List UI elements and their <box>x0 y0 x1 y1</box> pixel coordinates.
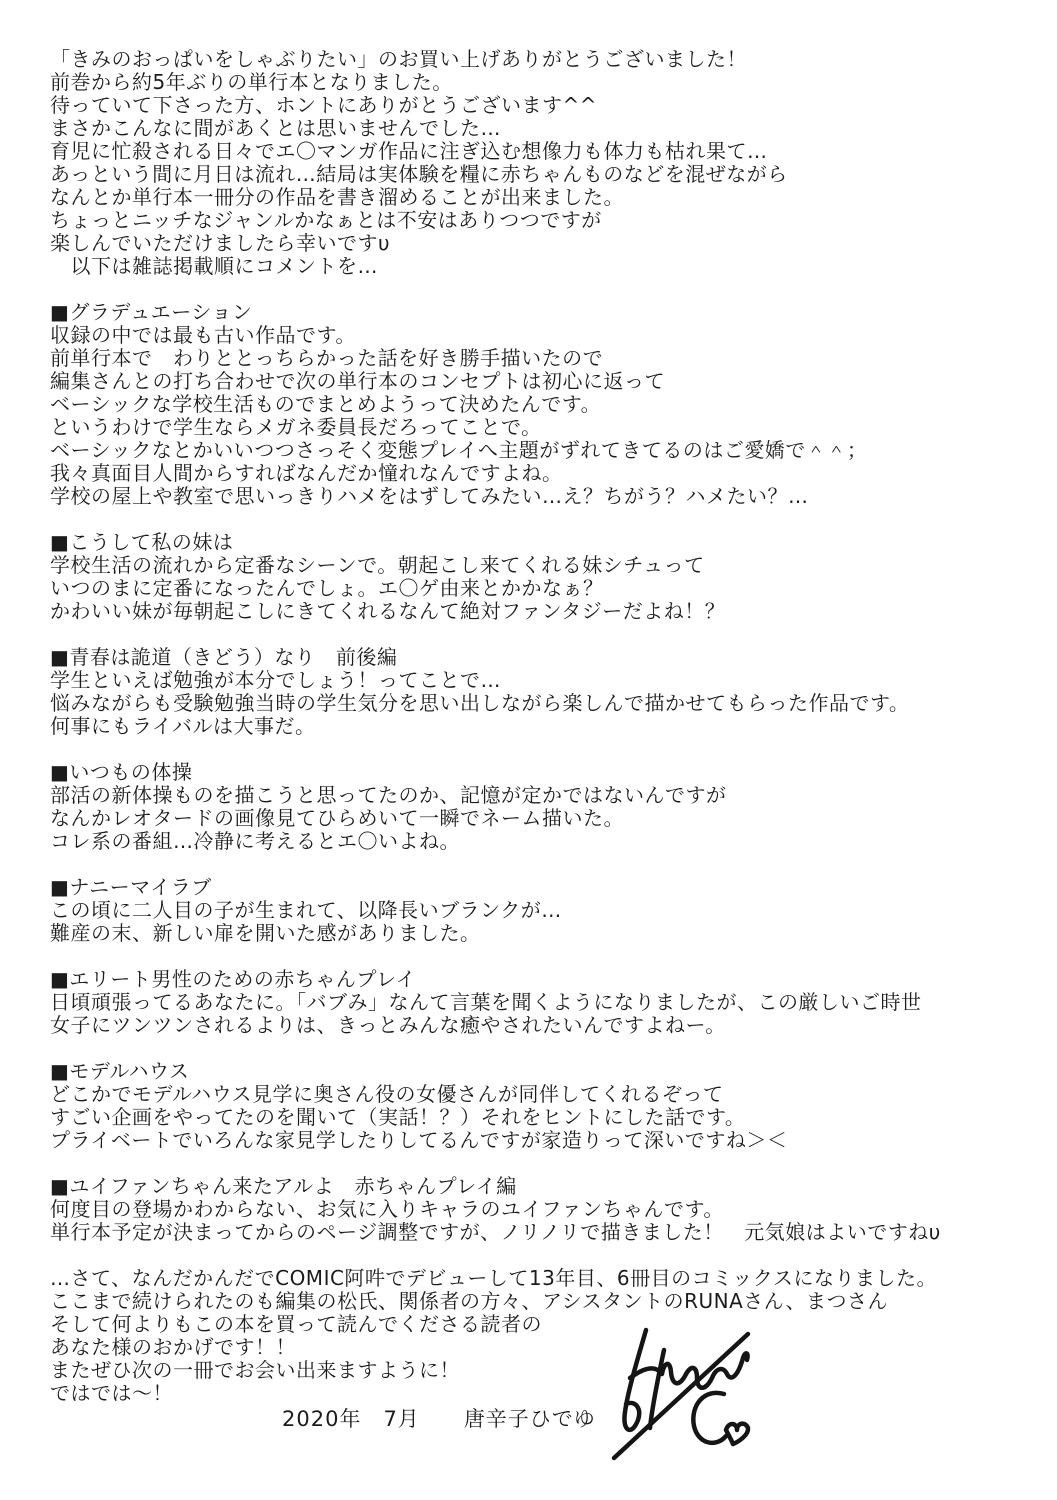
date-author-line <box>282 1408 596 1431</box>
section-title: ■ユイファンちゃん来たアルよ 赤ちゃんプレイ編 <box>50 1174 517 1198</box>
text-line: 「きみのおっぱいをしゃぶりたい」のお買い上げありがとうございました！ <box>50 47 747 71</box>
text-line: 育児に忙殺される日々でエ〇マンガ作品に注ぎ込む想像力も体力も枯れ果て… <box>50 139 768 163</box>
text-line: この頃に二人目の子が生まれて、以降長いブランクが… <box>50 898 562 922</box>
text-line: 部活の新体操ものを描こうと思ってたのか、記憶が定かではないんですが <box>50 783 727 807</box>
text-line: コレ系の番組…冷静に考えるとエ〇いよね。 <box>50 829 460 853</box>
section-itsumono-taisou <box>50 761 1030 853</box>
text-line: 日頃頑張ってるあなたに。「バブみ」なんて言葉を聞くようになりましたが、この厳しいご時世 <box>50 990 922 1014</box>
text-line: 待っていて下さった方、ホントにありがとうございます^^ <box>50 93 598 117</box>
text-line: 学校の屋上や教室で思いっきりハメをはずしてみたい…え？ちがう？ハメたい？… <box>50 484 809 508</box>
text-line: 女子にツンツンされるよりは、きっとみんな癒やされたいんですよねー。 <box>50 1013 726 1037</box>
section-graduation <box>50 301 1030 508</box>
section-model-house <box>50 1060 1030 1152</box>
text-line: 編集さんとの打ち合わせで次の単行本のコンセプトは初心に返って <box>50 369 665 393</box>
section-title: ■こうして私の妹は <box>50 530 234 554</box>
text-line: なんかレオタードの画像見てひらめいて一瞬でネーム描いた。 <box>50 806 624 830</box>
section-title: ■いつもの体操 <box>50 760 193 784</box>
text-line: ではでは～！ <box>50 1381 173 1405</box>
section-title: ■グラデュエーション <box>50 300 253 324</box>
publication-date: 2020年 7月 <box>282 1407 420 1431</box>
intro-paragraph <box>50 48 1030 278</box>
text-line: 収録の中では最も古い作品です。 <box>50 323 356 347</box>
text-line: すごい企画をやってたのを聞いて（実話！？）それをヒントにした話です。 <box>50 1105 746 1129</box>
section-title: ■エリート男性のための赤ちゃんプレイ <box>50 967 417 991</box>
text-line: 学校生活の流れから定番なシーンで。朝起こし来てくれる妹シチュって <box>50 553 705 577</box>
section-yuifan-chan <box>50 1175 1030 1244</box>
text-line: そして何よりもこの本を買って読んでくださる読者の <box>50 1312 542 1336</box>
text-line: いつのまに定番になったんでしょ。エ〇ゲ由来とかかなぁ？ <box>50 576 604 600</box>
text-line: 何事にもライバルは大事だ。 <box>50 714 316 738</box>
section-title: ■モデルハウス <box>50 1059 190 1083</box>
text-line: というわけで学生ならメガネ委員長だろってことで。 <box>50 415 542 439</box>
text-line: 難産の末、新しい扉を開いた感がありました。 <box>50 921 481 945</box>
author-name: 唐辛子ひでゆ <box>463 1407 596 1431</box>
closing-paragraph <box>50 1267 1030 1405</box>
text-line: かわいい妹が毎朝起こしにきてくれるなんて絶対ファンタジーだよね！？ <box>50 599 726 623</box>
afterword-text <box>50 48 1030 1428</box>
section-title: ■ナニーマイラブ <box>50 875 212 899</box>
section-title: ■青春は詭道（きどう）なり 前後編 <box>50 645 398 669</box>
section-seishun-kidou <box>50 646 1030 738</box>
text-line: あっという間に月日は流れ…結局は実体験を糧に赤ちゃんものなどを混ぜながら <box>50 162 788 186</box>
text-line: まさかこんなに間があくとは思いませんでした… <box>50 116 501 140</box>
text-line: あなた様のおかげです！！ <box>50 1335 296 1359</box>
date-author-gap <box>420 1407 464 1431</box>
text-line: 楽しんでいただけましたら幸いですυ <box>50 231 391 255</box>
text-line: またぜひ次の一冊でお会い出来ますように！ <box>50 1358 460 1382</box>
text-line: ここまで続けられたのも編集の松氏、関係者の方々、アシスタントのRUNAさん、まつさん <box>50 1289 888 1313</box>
text-line: 単行本予定が決まってからのページ調整ですが、ノリノリで描きました！ 元気娘はよいですねυ <box>50 1220 941 1244</box>
text-line: 悩みながらも受験勉強当時の学生気分を思い出しながら楽しんで描かせてもらった作品です。 <box>50 691 910 715</box>
section-elite-dansei <box>50 968 1030 1037</box>
text-line: 以下は雑誌掲載順にコメントを… <box>50 254 378 278</box>
signature-hideyu-icon <box>602 1316 772 1476</box>
text-line: 前単行本で わりととっちらかった話を好き勝手描いたので <box>50 346 604 370</box>
text-line: 何度目の登場かわからない、お気に入りキャラのユイファンちゃんです。 <box>50 1197 724 1221</box>
text-line: ベーシックな学校生活ものでまとめようって決めたんです。 <box>50 392 602 416</box>
section-nanny-my-love <box>50 876 1030 945</box>
text-line: 我々真面目人間からすればなんだか憧れなんですよね。 <box>50 461 563 485</box>
text-line: ちょっとニッチなジャンルかなぁとは不安はありつつですが <box>50 208 602 232</box>
text-line: 前巻から約5年ぶりの単行本となりました。 <box>50 70 453 94</box>
section-koushite-imouto <box>50 531 1030 623</box>
author-signature <box>602 1316 772 1476</box>
text-line: プライベートでいろんな家見学したりしてるんですが家造りって深いですね＞＜ <box>50 1128 788 1152</box>
text-line: 学生といえば勉強が本分でしょう！ってことで… <box>50 668 501 692</box>
text-line: ベーシックなとかいいつつさっそく変態プレイへ主題がずれてきてるのはご愛嬌で＾＾； <box>50 438 868 462</box>
text-line: どこかでモデルハウス見学に奥さん役の女優さんが同伴してくれるぞって <box>50 1082 724 1106</box>
text-line: …さて、なんだかんだでCOMIC阿吽でデビューして13年目、6冊目のコミックスになりました。 <box>50 1266 937 1290</box>
text-line: なんとか単行本一冊分の作品を書き溜めることが出来ました。 <box>50 185 624 209</box>
